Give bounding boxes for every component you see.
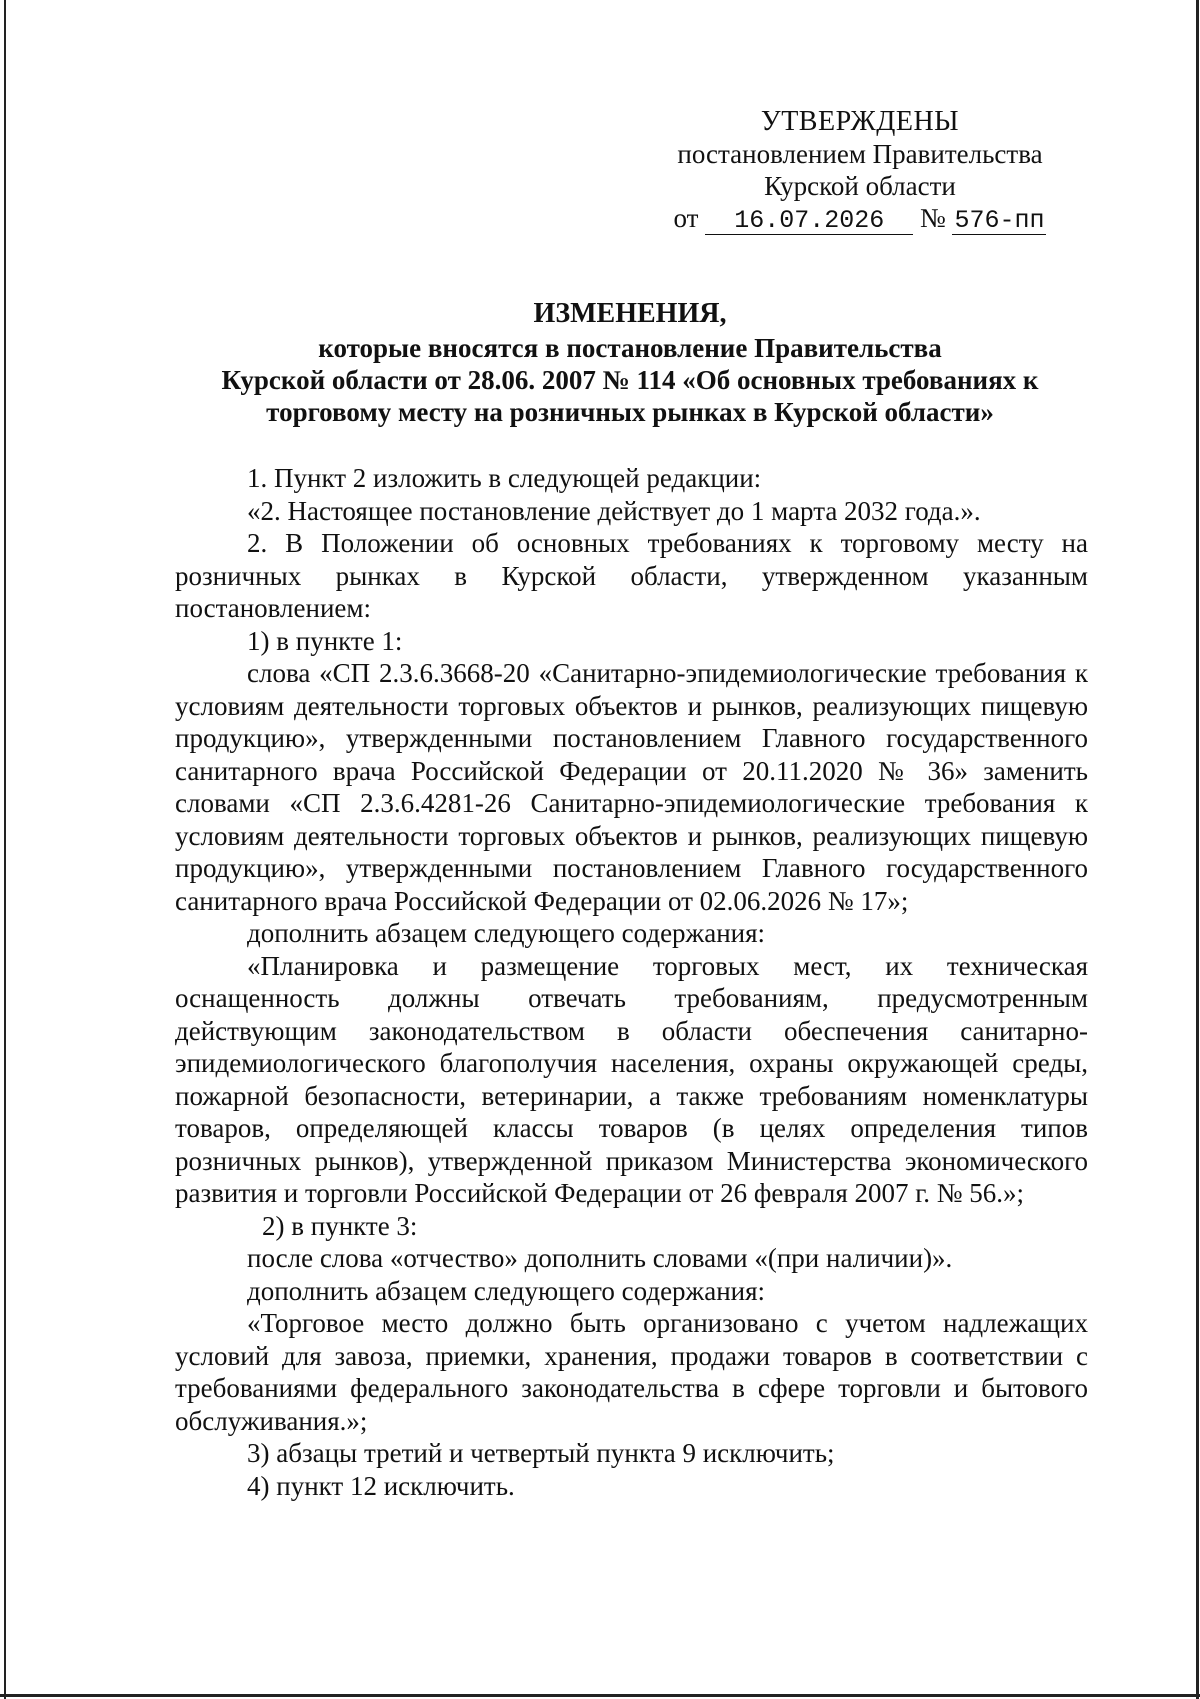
- paragraph: дополнить абзацем следующего содержания:: [247, 918, 766, 948]
- number-prefix: №: [919, 203, 946, 233]
- document-body: [175, 462, 1088, 1502]
- scan-edge-right: [1196, 0, 1199, 1699]
- paragraph: 1) в пункте 1:: [247, 625, 403, 656]
- document-title: [175, 298, 1085, 428]
- paragraph: после слова «отчество» дополнить словами «(при наличии)».: [247, 1243, 953, 1273]
- paragraph: 2) в пункте 3:: [262, 1210, 418, 1241]
- paragraph: «Планировка и размещение торговых мест, их техническая оснащенность должны отвечать требованиям, предусмотренным действующим законодательством в области обеспечения санитарно-эпидемиологического благополучия населения, охраны окружающей среды, пожарной безопасности, ветеринарии, а также требованиям номенклатуры товаров, определяющей классы товаров (в целях определения типов розничных рынков), утвержденной приказом Министерства экономического развития и торговли Российской Федерации от 26 февраля 2007 г. № 56.»;: [175, 950, 1088, 1208]
- paragraph: слова «СП 2.3.6.3668-20 «Санитарно-эпидемиологические требования к условиям деятельности торговых объектов и рынков, реализующих пищевую продукцию», утвержденными постановлением Главного государственного санитарного врача Российской Федерации от 20.11.2020 № 36» заменить словами «СП 2.3.6.4281-26 Санитарно-эпидемиологические требования к условиям деятельности торговых объектов и рынков, реализующих пищевую продукцию», утвержденными постановлением Главного государственного санитарного врача Российской Федерации от 02.06.2026 № 17»;: [175, 658, 1088, 916]
- title-line-2: Курской области от 28.06. 2007 № 114 «Об основных требованиях к: [221, 365, 1039, 395]
- paragraph: 2. В Положении об основных требованиях к торговому месту на розничных рынках в Курской области, утвержденном указанным постановлением:: [175, 528, 1088, 623]
- paragraph: 1. Пункт 2 изложить в следующей редакции:: [247, 463, 762, 493]
- approval-heading: УТВЕРЖДЕНЫ: [760, 106, 960, 137]
- scan-edge-left: [4, 0, 6, 1699]
- approval-line-1: постановлением Правительства: [677, 139, 1043, 169]
- title-line-3: торговому месту на розничных рынках в Курской области»: [266, 397, 994, 427]
- scan-edge-bottom: [0, 1694, 1200, 1697]
- paragraph: 3) абзацы третий и четвертый пункта 9 исключить;: [247, 1438, 835, 1468]
- paragraph: 4) пункт 12 исключить.: [247, 1470, 515, 1501]
- approval-line-2: Курской области: [764, 171, 956, 201]
- title-line-1: которые вносятся в постановление Правительства: [318, 333, 942, 363]
- approval-date-line: [640, 202, 1080, 235]
- paragraph: дополнить абзацем следующего содержания:: [247, 1275, 766, 1306]
- approval-number: 576-пп: [954, 206, 1045, 235]
- approval-date: 16.07.2026: [705, 208, 913, 235]
- paragraph: «Торговое место должно быть организовано с учетом надлежащих условий для завоза, приемки, хранения, продажи товаров в соответствии с требованиями федерального законодательства в сфере торговли и бытового обслуживания.»;: [175, 1308, 1088, 1436]
- paragraph: «2. Настоящее постановление действует до 1 марта 2032 года.».: [247, 495, 981, 526]
- approval-stamp-block: [640, 106, 1080, 235]
- date-prefix: от: [673, 203, 699, 233]
- title-main: ИЗМЕНЕНИЯ,: [533, 298, 727, 329]
